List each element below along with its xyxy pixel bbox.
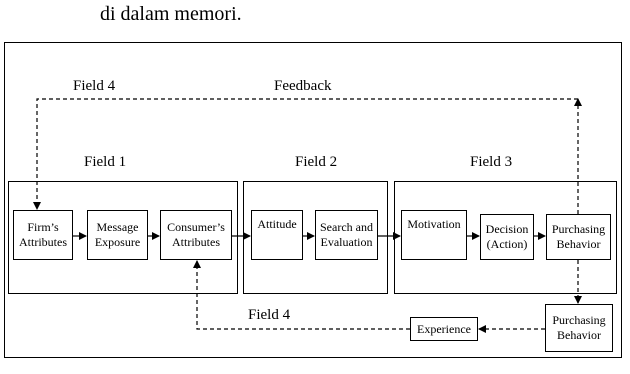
caption-text: di dalam memori.	[100, 3, 242, 25]
purchasing-behavior-text: Purchasing Behavior	[551, 222, 606, 251]
message-exposure-text: Message Exposure	[94, 220, 141, 249]
field3-label: Field 3	[470, 154, 513, 170]
field1-label: Field 1	[84, 154, 127, 170]
field4-top-label: Field 4	[73, 78, 116, 94]
search-evaluation-text: Search and Evaluation	[320, 220, 373, 249]
arrow-experience-to-consumers	[197, 261, 410, 329]
motivation-text: Motivation	[407, 217, 461, 231]
field4-bottom-label: Field 4	[248, 307, 291, 323]
experience-text: Experience	[417, 321, 471, 336]
decision-text: Decision (Action)	[485, 222, 529, 251]
field2-label: Field 2	[295, 154, 338, 170]
purchasing-behavior-bottom-text: Purchasing Behavior	[552, 313, 606, 342]
attitude-text: Attitude	[257, 217, 297, 231]
firms-attributes-text: Firm’s Attributes	[19, 220, 67, 249]
feedback-loop-line	[37, 99, 578, 209]
feedback-label: Feedback	[274, 78, 332, 94]
consumers-attributes-text: Consumer’s Attributes	[167, 220, 225, 249]
